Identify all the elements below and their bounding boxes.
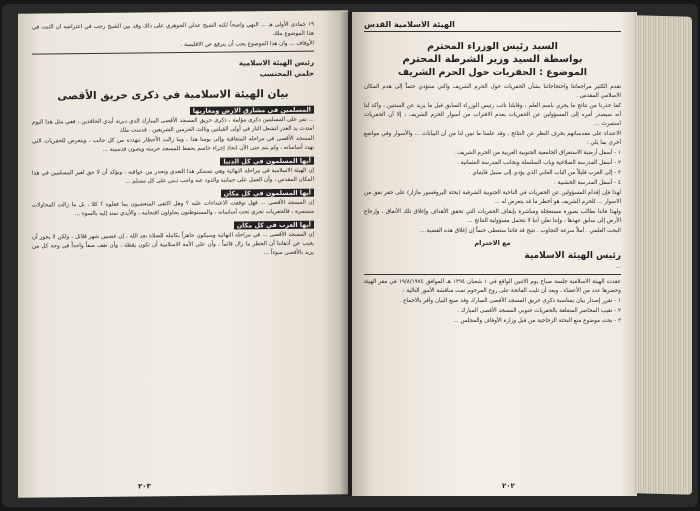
- letter-paragraph-3: الاعتداء على مقدساتهم بحرف النظر عن النتائج ، وقد علمنا ما تبين لنا من أن البيانات ... والأسوار وفي مواضع أخرى بما يلي :: [364, 131, 621, 146]
- meeting-item-1: ١ - تقرر إصدار بيان بمناسبة ذكرى حريق المسجد الأقصى المبارك وقد صيغ البيان وأقر بالاجماع .: [399, 298, 621, 304]
- addressee-1: السيد رئيس الوزراء المحترم: [427, 41, 558, 52]
- page-number-right: ٢٠٢: [502, 482, 515, 490]
- subhead-1: [32, 106, 314, 117]
- subhead-4-label: أيها العرب في كل مكان: [234, 221, 314, 230]
- letter-item-3: ٣ - إلى الغرب قليلاً من الباب الغابي الذي يؤدي إلى سبيل قايتباي .: [468, 170, 621, 176]
- letter-paragraph-6: البحث العلمي . أملاً سرعة التجاوب . تتيح قد فاتنا ستعطى حتماً إن إغلاق هذه القضية ...: [419, 228, 621, 234]
- signature-title: رئيس الهيئة الاسلامية: [238, 58, 314, 68]
- letter-item-2: ٢ - أسفل المدرسة الصلاحية وباب السلسلة وبجانب المدرسة العثمانية .: [457, 160, 621, 166]
- closing-line: مع الاحترام: [474, 239, 511, 247]
- subhead-4: [32, 221, 314, 232]
- page-left: [18, 10, 348, 497]
- paragraph-4: إن المسجد الأقصى ... فهل توقفت الاعتداءات عليه ؟ وهل اكتفى المتعصبون بما فعلوه ؟ كلا ، بل ما زالت المحاولات مستمرة ، فالحفريات تجري تحت أساساته ، والمستوطنون يحاولون اقتحامه ، والأيدي تمتد إليه بالسوء ...: [32, 199, 314, 218]
- subhead-2: [32, 157, 314, 168]
- paragraph-3: إن الهيئة الاسلامية في مراحله النهائية وهي تستنكر هذا التعدي وتحذر من عواقبه ، وتؤكد أن لا حق لغير المسلمين في هذا المكان المقدس ، وأن العمل على حمايته والذود عنه واجب ديني على كل مسلم ...: [32, 167, 314, 185]
- statement-title: بيان الهيئة الاسلامية في ذكرى حريق الأقصى: [57, 87, 289, 103]
- letter-item-1: ١ - أسفل أرضية الاستغراق الجامعية الجنوبية الغربية من الحرم الشريف .: [453, 150, 621, 156]
- meeting-item-2: ٢ - تقيب المحاضر المتعلقة بالحفريات جنوبي المسجد الأقصى المبارك .: [457, 308, 621, 314]
- subhead-2-label: أيها المسلمون في كل الدنيا: [220, 157, 314, 166]
- letter-paragraph-4: لهذا فإن إقدام المسؤولين عن الحفريات في الناحية الجنوبية الشرقية (بحثة اليروفسور مازار) على حفر نفق من الاسوار ... للحرم الشريف هو أخطر ما قد يتعرض له ...: [364, 190, 621, 205]
- header-line-2: الأوقاف ... وان هذا الموضوع يجب أن يترفع عن الاقليمية .: [180, 40, 314, 49]
- running-head: الهيئة الاسلامية القدس: [364, 20, 455, 29]
- subject-line: الموضوع : الحفريات حول الحرم الشريف: [397, 67, 588, 78]
- letter-paragraph-5: ولهذا فاننا نطالب بصورة مستعجلة ومباشرة بإيقاف الحفريات التي تحقق الأهداف وإغلاق تلك الأنفاق ، وإرجاع الأرض إلى سابق عهدها ، وإننا نعلن أننا لا نتحمل مسؤولية النتائج ...: [364, 209, 621, 224]
- open-book: [2, 4, 698, 507]
- signature-block: [32, 58, 314, 83]
- page-right: [352, 12, 637, 496]
- subhead-1-label: المسلمين في مشارق الارض ومغاربها: [190, 106, 314, 115]
- header-rule: [364, 31, 621, 32]
- letter-paragraph-2: كما حذرنا من نتائج ما يجري باسم العلم ، وقابلنا نائب رئيس الوزراء السابق قبل ما يزيد عن السنتين ، وأكد لنا أنه سيصدر أمره إلى المسؤولين عن الحفريات بعدم الاقتراب من أسوار الحرم الشريف ، إلا أن الحفريات استمرت ...: [364, 103, 621, 127]
- letter-paragraph-1: تقدم الكثير مراجعاتنا واحتجاجاتنا بشأن الحفريات حول الحرم الشريف والتي ستؤدي حتماً إلى هدم المكان الاسلامي المقدس .: [364, 84, 621, 99]
- page-edges: [634, 15, 692, 495]
- signature-name: حلمي المحتسب: [259, 69, 314, 79]
- letter-item-4: ٤ - أسفل المدرسة الخشبية .: [553, 180, 621, 186]
- divider-rule: [32, 51, 314, 55]
- subhead-3: [32, 189, 314, 200]
- header-line-1: ١٩ جمادى الأولى هـ ... النهي واضحاً لكنه الشيخ عدلي الجوهري على ذلك وقد بين الشيخ رجب في اعتراضه ان الثبت في هذا الموضوع ملك: [32, 21, 314, 38]
- paragraph-1: ... تمر على المسلمين ذكرى مؤلمة ، ذكرى حريق المسجد الأقصى المبارك الذي دبرته أيدي الحاقدين ، ففي مثل هذا اليوم امتدت يد الغدر لتشعل النار في أولى القبلتين وثالث الحرمين الشريفين . قدست ملك: [32, 116, 314, 134]
- paragraph-2: المسجد الأقصى في مراحله المتعاقبة وإلى يومنا هذا ، وما زالت الأخطار تتهدده من كل جانب ، ويتعرض للحفريات التي تهدد أساساته ، ولم يتم حتى الآن اتخاذ إجراء حاسم يحفظ للمسجد حرمته ويصون قدسيته ...: [32, 135, 314, 153]
- addressee-2: بواسطة السيد وزير الشرطة المحترم: [402, 54, 583, 65]
- subhead-3-label: أيها المسلمون في كل مكان: [221, 189, 314, 198]
- signature-name-right: ...: [615, 264, 621, 270]
- page-number-left: ٢٠٣: [138, 482, 151, 491]
- section-rule: [364, 274, 621, 275]
- meeting-paragraph-1: عقدت الهيئة الاسلامية جلسة صباح يوم الاثنين الواقع في ١ شعبان ١٣٩٤ هـ الموافق ١٩/٨/١٩٧٤ في مقر الهيئة وحضرها عدد من الأعضاء ، وبعد أن تليت الفاتحة على روح المرحوم تمت مناقشة الأمور التالية :: [364, 279, 622, 294]
- signature-title-right: رئيس الهيئة الاسلامية: [524, 251, 621, 261]
- paragraph-5: إن المسجد الأقصى ... في مراحله النهائية وسيكون جاهزاً بكامله للصلاة بعد الله ، إن غضبين شهر قلائل ، ولكن لا يجوز أن يغيب عن أذهاننا أن الخطر ما زال قائماً ، وأن على الأمة الاسلامية أن تكون يقظة ، وأن تقف صفاً واحداً في وجه كل من يريد بالأقصى سوءاً ...: [32, 231, 314, 257]
- meeting-item-3: ٣ - بحث موضوع منع البحثة الزجاجية من قبل وزارة الأوقاف والمجلس ...: [453, 318, 621, 324]
